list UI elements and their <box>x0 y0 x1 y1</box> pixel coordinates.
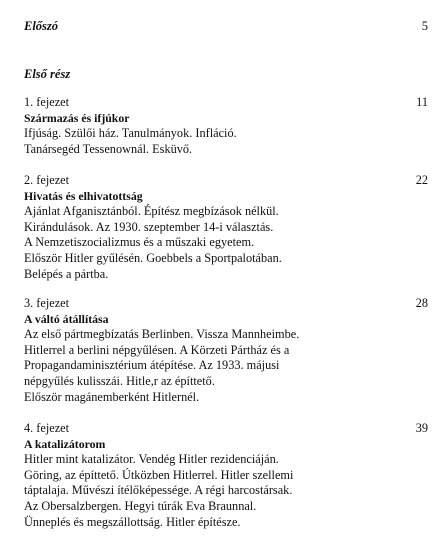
chapter-summary-line: Belépés a pártba. <box>24 266 109 281</box>
chapter-label: 2. fejezet <box>24 173 70 187</box>
part-heading: Első rész <box>24 67 71 81</box>
chapter-label: 4. fejezet <box>24 421 70 435</box>
toc-entry-chapter-3 <box>24 296 434 405</box>
chapter-summary-line: Ifjúság. Szülői ház. Tanulmányok. Infláció. <box>24 126 237 141</box>
chapter-summary-line: Göring, az építtető. Útközben Hitlerrel. Hitler szellemi <box>24 467 294 482</box>
chapter-summary-line: Az első pártmegbízatás Berlinben. Vissza Mannheimbe. <box>24 327 300 342</box>
chapter-summary-line: Az Obersalzbergen. Hegyi túrák Eva Braunnal. <box>24 498 257 513</box>
preface-title: Előszó <box>24 19 59 33</box>
chapter-title: Hivatás és elhivatottság <box>24 188 143 203</box>
chapter-summary-line: Kirándulások. Az 1930. szeptember 14-i választás. <box>24 219 274 234</box>
chapter-summary-line: Ajánlat Afganisztánból. Építész megbízások nélkül. <box>24 204 279 219</box>
chapter-label: 3. fejezet <box>24 296 70 310</box>
chapter-page-number: 39 <box>415 421 428 435</box>
chapter-summary-line: Hitler mint katalizátor. Vendég Hitler rezidenciáján. <box>24 452 279 467</box>
chapter-title: Származás és ifjúkor <box>24 110 130 125</box>
chapter-title: A katalizátorom <box>24 436 106 451</box>
chapter-summary-line: Először magánemberként Hitlernél. <box>24 389 200 404</box>
chapter-summary-line: Hitlerrel a berlini népgyűlésen. A Körzeti Pártház és a <box>24 342 290 357</box>
toc-entry-chapter-2 <box>24 173 434 282</box>
chapter-page-number: 28 <box>415 296 428 310</box>
chapter-summary-line: A Nemzetiszocializmus és a műszaki egyetem. <box>24 235 255 250</box>
toc-entry-chapter-1 <box>24 95 434 157</box>
chapter-page-number: 11 <box>416 95 428 109</box>
chapter-summary-line: népgyűlés kulisszái. Hitle,r az építtető. <box>24 373 215 388</box>
preface-page-number: 5 <box>421 19 428 33</box>
chapter-title: A váltó átállítása <box>24 311 109 326</box>
toc-entry-chapter-4 <box>24 421 434 530</box>
chapter-label: 1. fejezet <box>24 95 70 109</box>
chapter-summary-line: táptalaja. Művészi ítélőképessége. A régi harcostársak. <box>24 483 293 498</box>
chapter-summary-line: Propagandaminisztérium átépítése. Az 1933. májusi <box>24 358 280 373</box>
toc-entry-preface <box>24 19 434 34</box>
chapter-summary-line: Először Hitler gyűlésén. Goebbels a Sportpalotában. <box>24 250 282 265</box>
chapter-summary-line: Ünneplés és megszállottság. Hitler építésze. <box>24 514 241 529</box>
chapter-page-number: 22 <box>415 173 428 187</box>
chapter-summary-line: Tanársegéd Tessenownál. Esküvő. <box>24 141 193 156</box>
